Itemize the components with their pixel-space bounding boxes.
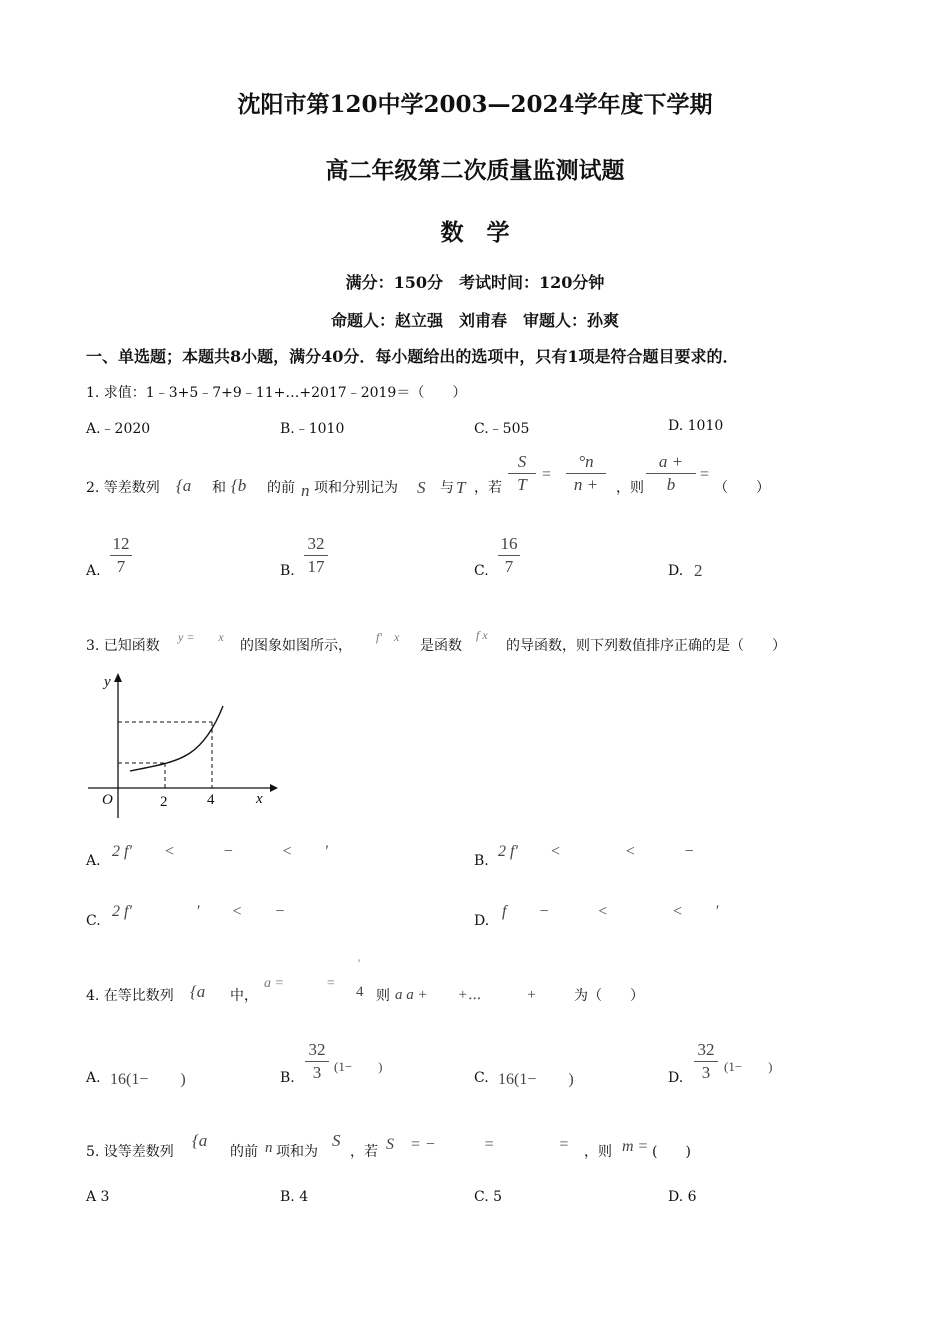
q4-option-d-fraction	[694, 1040, 718, 1083]
q2-if: ，若	[474, 480, 502, 496]
q4-seq: {a	[190, 982, 206, 1001]
q4-option-c-label: C.	[474, 1070, 489, 1086]
q4-then: 则	[376, 988, 390, 1004]
q3-mid1: 的图象如图所示，	[240, 638, 352, 654]
q5-option-c: C. 5	[474, 1189, 503, 1205]
q3-option-d-label: D.	[474, 913, 490, 929]
q3-stem-end: 的导函数，则下列数值排序正确的是（ ）	[506, 638, 786, 654]
graph-origin-label: O	[102, 792, 113, 808]
x-axis-arrow-icon	[270, 784, 278, 792]
q3-function-graph	[80, 668, 280, 818]
q2-option-a-den: 7	[116, 557, 126, 576]
q2-then: ，则	[616, 480, 644, 496]
q2-option-b-fraction	[304, 534, 328, 577]
q5-seq: {a	[192, 1131, 208, 1150]
q2-option-b-num: 32	[307, 534, 325, 553]
q3-deriv: f′ x	[376, 630, 400, 644]
q5-option-b: B. 4	[280, 1189, 309, 1205]
q5-var-s: S	[332, 1131, 341, 1150]
q4-cond-val: 4	[356, 984, 364, 1000]
q2-seq-b: {b	[231, 476, 247, 495]
q1-stem: 1. 求值：1﹣3+5﹣7+9﹣11+…+2017﹣2019＝（ ）	[86, 385, 467, 401]
subject-title: 数 学	[440, 219, 510, 246]
q2-option-a-label: A.	[86, 563, 101, 579]
q2-option-c-num: 16	[500, 534, 518, 553]
q2-var-n: n	[301, 481, 310, 500]
q4-cond: a = =	[264, 976, 336, 991]
q2-rhs-den: n +	[573, 475, 599, 494]
q2-ask-eq: =	[700, 466, 710, 483]
q1-option-b: B.﹣1010	[280, 421, 345, 437]
q2-ratio-num: S	[517, 452, 527, 471]
q4-stem-end: 为（ ）	[574, 988, 644, 1004]
q2-ask-den: b	[666, 475, 676, 494]
q4-expr: a a + +⋯ +	[395, 987, 537, 1003]
q2-option-c-den: 7	[504, 557, 514, 576]
q3-option-b-label: B.	[474, 853, 489, 869]
q4-stem-prefix: 4. 在等比数列	[86, 988, 174, 1004]
q4-cond-sup: '	[358, 956, 361, 970]
q2-rhs-num: °n	[578, 452, 594, 471]
q4-option-a-label: A.	[86, 1070, 101, 1086]
q2-and: 和	[212, 480, 226, 496]
q5-mid1: 的前	[230, 1144, 258, 1160]
q2-option-b-den: 17	[307, 557, 325, 576]
q2-stem-prefix: 2. 等差数列	[86, 480, 160, 496]
q5-option-d: D. 6	[668, 1189, 697, 1205]
q3-option-a-label: A.	[86, 853, 101, 869]
q2-var-t: T	[456, 478, 466, 497]
q4-option-b-fraction	[305, 1040, 329, 1083]
score-time: 满分：150分 考试时间：120分钟	[345, 273, 605, 292]
q2-option-a-fraction	[110, 534, 132, 577]
q5-paren: ( )	[652, 1144, 691, 1160]
authors: 命题人：赵立强 刘甫春 审题人：孙爽	[330, 311, 619, 330]
graph-tick-4: 4	[207, 792, 215, 808]
q4-option-b-expr: (1− )	[334, 1059, 383, 1074]
q2-option-d-value: 2	[694, 561, 703, 580]
q3-option-a-expr: 2 f′ < − < ′	[112, 843, 328, 860]
q2-option-c-label: C.	[474, 563, 489, 579]
q4-option-b-num: 32	[308, 1040, 326, 1059]
q4-option-d-label: D.	[668, 1070, 684, 1086]
q3-func2: f x	[476, 628, 488, 642]
q5-cond: S = − = =	[386, 1136, 570, 1153]
q4-option-d-expr: (1− )	[724, 1059, 773, 1074]
q2-eq: =	[542, 466, 552, 483]
q5-option-a: A 3	[86, 1189, 110, 1205]
q3-option-d-expr: f − < < ′	[502, 903, 719, 920]
q3-option-c-expr: 2 f′ ′ < −	[112, 903, 286, 920]
q2-ratio-fraction	[508, 452, 536, 495]
q5-mid2: 项和为	[276, 1144, 318, 1160]
q2-mid2: 项和分别记为	[314, 480, 398, 496]
q5-stem-prefix: 5. 设等差数列	[86, 1144, 174, 1160]
q2-ratio-den: T	[517, 475, 527, 494]
q2-with: 与	[440, 480, 454, 496]
q4-option-a-expr: 16(1− )	[110, 1071, 186, 1088]
q2-ask-num: a +	[658, 452, 684, 471]
q1-option-a: A.﹣2020	[86, 421, 151, 437]
q2-rhs-fraction	[566, 452, 606, 495]
q3-option-b-expr: 2 f′ < < −	[498, 843, 695, 860]
q4-option-c-expr: 16(1− )	[498, 1071, 574, 1088]
q5-ask: m =	[622, 1138, 649, 1155]
y-axis-arrow-icon	[114, 673, 122, 682]
graph-tick-2: 2	[160, 794, 168, 810]
q1-option-c: C.﹣505	[474, 421, 530, 437]
q2-option-b-label: B.	[280, 563, 295, 579]
exam-subtitle: 高二年级第二次质量监测试题	[325, 157, 625, 184]
q4-mid1: 中，	[230, 988, 258, 1004]
graph-x-label: x	[256, 791, 263, 807]
q4-option-d-num: 32	[697, 1040, 715, 1059]
q2-option-a-num: 12	[112, 534, 130, 553]
exam-title: 沈阳市第120中学2003—2024学年度下学期	[237, 91, 713, 118]
q3-option-c-label: C.	[86, 913, 101, 929]
q2-paren: （ ）	[714, 480, 770, 496]
q2-seq-a: {a	[176, 476, 192, 495]
q2-ask-fraction	[646, 452, 696, 495]
q3-stem-prefix: 3. 已知函数	[86, 638, 160, 654]
q2-var-s: S	[417, 478, 426, 497]
q2-option-c-fraction	[498, 534, 520, 577]
q4-option-b-label: B.	[280, 1070, 295, 1086]
q2-mid1: 的前	[267, 480, 295, 496]
function-curve	[130, 706, 223, 771]
q5-then: ，则	[584, 1144, 612, 1160]
q2-option-d-label: D.	[668, 563, 684, 579]
q1-option-d: D. 1010	[668, 418, 724, 434]
q5-var-n: n	[265, 1140, 273, 1156]
q3-mid2: 是函数	[420, 638, 462, 654]
q3-func: y = x	[178, 630, 224, 644]
q5-if: ，若	[350, 1144, 378, 1160]
graph-y-label: y	[104, 674, 111, 690]
q4-option-b-den: 3	[312, 1063, 322, 1082]
q4-option-d-den: 3	[701, 1063, 711, 1082]
section-heading: 一、单选题；本题共8小题，满分40分．每小题给出的选项中，只有1项是符合题目要求的．	[86, 347, 739, 366]
